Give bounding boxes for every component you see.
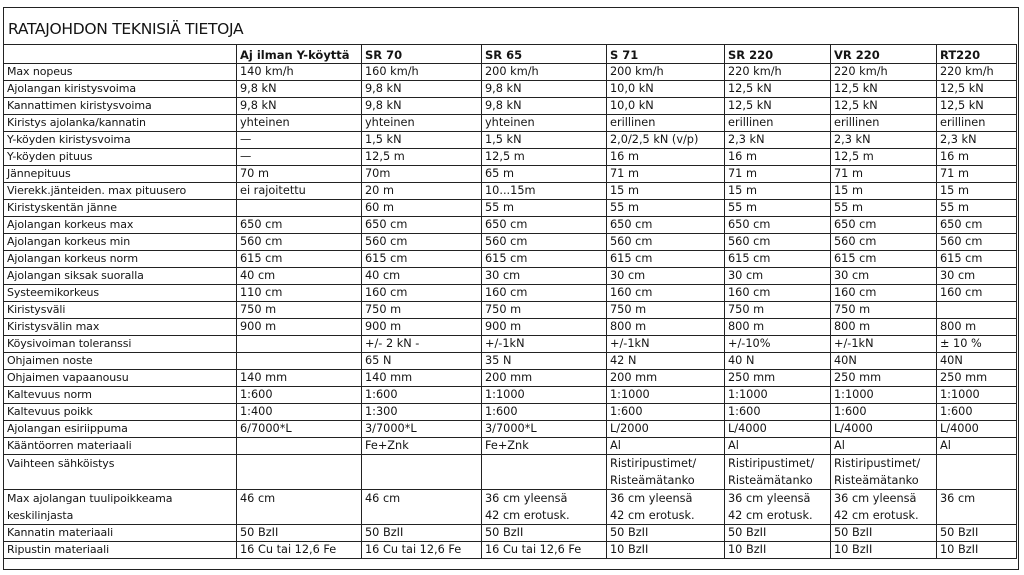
row-label: Kannatin materiaali [4,525,237,542]
table-cell: 30 cm [482,268,607,285]
header-row [4,45,1017,64]
table-cell: 560 cm [237,234,362,251]
table-row [4,285,1017,302]
table-cell: erillinen [831,115,937,132]
table-cell: 50 BzII [607,525,725,542]
table-cell: 160 cm [362,285,482,302]
table-cell: yhteinen [482,115,607,132]
table-cell: 750 m [237,302,362,319]
table-cell: 40 N [725,353,831,370]
table-cell: 615 cm [937,251,1017,268]
table-cell: 70 m [237,166,362,183]
table-cell: 1:600 [362,387,482,404]
table-cell: 10 BzII [725,542,831,559]
table-cell: 750 m [482,302,607,319]
table-cell: 140 km/h [237,64,362,81]
row-label: Kiristysvälin max [4,319,237,336]
row-label [4,490,237,525]
cell-text: Ristiripustimet/ Risteämätanko [834,457,921,487]
row-label: Y-köyden pituus [4,149,237,166]
table-cell: 10,0 kN [607,98,725,115]
table-cell: 10 BzII [937,542,1017,559]
table-cell: 900 m [482,319,607,336]
table-cell: 615 cm [607,251,725,268]
table-cell: 16 Cu tai 12,6 Fe [237,542,362,559]
table-cell: 12,5 m [482,149,607,166]
table-cell: 2,3 kN [725,132,831,149]
table-cell: yhteinen [237,115,362,132]
table-cell: 15 m [607,183,725,200]
table-cell: 650 cm [607,217,725,234]
table-cell [937,490,1017,525]
table-cell: 30 cm [607,268,725,285]
row-label: Kannattimen kiristysvoima [4,98,237,115]
table-cell: 1:600 [607,404,725,421]
table-cell: 1:300 [362,404,482,421]
column-header: SR 70 [362,45,482,64]
table-cell: 1:1000 [607,387,725,404]
table-cell: 160 cm [937,285,1017,302]
table-row [4,302,1017,319]
cell-text: 36 cm yleensä 42 cm erotusk. [485,492,570,522]
column-header: VR 220 [831,45,937,64]
table-cell: 60 m [362,200,482,217]
table-cell: 750 m [607,302,725,319]
row-label: Max nopeus [4,64,237,81]
table-cell [607,490,725,525]
table-cell: Fe+Znk [482,438,607,455]
table-cell: ei rajoitettu [237,183,362,200]
table-row [4,183,1017,200]
table-cell: 160 km/h [362,64,482,81]
table-cell: 160 cm [482,285,607,302]
cell-text: 46 cm [240,492,276,505]
table-row [4,217,1017,234]
table-cell: 12,5 m [831,149,937,166]
table-cell: 12,5 kN [725,81,831,98]
row-label: Kaltevuus poikk [4,404,237,421]
table-cell [237,353,362,370]
table-cell: 2,3 kN [937,132,1017,149]
table-cell: 1,5 kN [482,132,607,149]
table-cell: 71 m [831,166,937,183]
table-cell: 55 m [725,200,831,217]
table-cell: 250 mm [725,370,831,387]
table-cell: 560 cm [362,234,482,251]
table-cell: Al [831,438,937,455]
table-cell: 71 m [607,166,725,183]
table-cell: 12,5 kN [725,98,831,115]
table-cell: 70m [362,166,482,183]
table-cell [482,490,607,525]
row-label: Ripustin materiaali [4,542,237,559]
row-label: Kiristys ajolanka/kannatin [4,115,237,132]
cell-text: Ristiripustimet/ Risteämätanko [728,457,815,487]
table-cell: 42 N [607,353,725,370]
table-row [4,200,1017,217]
table-row [4,370,1017,387]
table-cell: 12,5 kN [831,81,937,98]
table-cell: 1:1000 [725,387,831,404]
table-cell: 9,8 kN [482,98,607,115]
table-cell: 900 m [237,319,362,336]
table-cell: 71 m [725,166,831,183]
table-cell: erillinen [607,115,725,132]
table-cell: 615 cm [831,251,937,268]
table-row [4,387,1017,404]
table-cell: 650 cm [362,217,482,234]
table-cell [831,490,937,525]
cell-text: 46 cm [365,492,401,505]
table-cell: 9,8 kN [237,81,362,98]
table-cell: 20 m [362,183,482,200]
table-cell: 200 mm [482,370,607,387]
table-cell: 16 m [607,149,725,166]
table-cell: 12,5 kN [937,81,1017,98]
table-cell: 16 Cu tai 12,6 Fe [362,542,482,559]
row-label: Kääntöorren materiaali [4,438,237,455]
table-cell: 750 m [831,302,937,319]
table-cell: 16 m [725,149,831,166]
table-cell: 650 cm [482,217,607,234]
table-cell: 1:400 [237,404,362,421]
table-cell: 615 cm [237,251,362,268]
cell-text: 36 cm yleensä 42 cm erotusk. [728,492,813,522]
table-cell: 3/7000*L [362,421,482,438]
row-label: Ohjaimen noste [4,353,237,370]
technical-data-table [3,44,1017,559]
row-label: Köysivoiman toleranssi [4,336,237,353]
table-cell: 10...15m [482,183,607,200]
table-row [4,115,1017,132]
table-cell: 50 BzII [725,525,831,542]
table-row [4,404,1017,421]
table-cell: 800 m [937,319,1017,336]
table-cell: 220 km/h [831,64,937,81]
table-cell: 1:600 [482,404,607,421]
document-title: RATAJOHDON TEKNISIÄ TIETOJA [8,20,244,38]
table-row [4,455,1017,490]
table-cell [237,336,362,353]
table-cell: 40 cm [362,268,482,285]
table-cell: +/-1kN [607,336,725,353]
table-row [4,98,1017,115]
table-cell: 15 m [937,183,1017,200]
row-label: Kaltevuus norm [4,387,237,404]
table-row [4,234,1017,251]
row-label: Ajolangan korkeus min [4,234,237,251]
table-cell: 12,5 kN [831,98,937,115]
table-cell [937,302,1017,319]
table-cell: 650 cm [937,217,1017,234]
table-cell: 250 mm [937,370,1017,387]
table-cell: 1:1000 [831,387,937,404]
column-header: SR 220 [725,45,831,64]
table-cell [237,438,362,455]
table-cell: 140 mm [362,370,482,387]
table-cell [937,455,1017,490]
table-cell: +/-1kN [482,336,607,353]
table-cell: 65 N [362,353,482,370]
table-row [4,132,1017,149]
table-row [4,542,1017,559]
row-label: Ajolangan siksak suoralla [4,268,237,285]
table-cell: 1:600 [831,404,937,421]
table-row [4,353,1017,370]
table-cell: 12,5 kN [937,98,1017,115]
table-cell: 140 mm [237,370,362,387]
table-cell: ± 10 % [937,336,1017,353]
table-cell: 1:1000 [482,387,607,404]
table-cell: 1:600 [725,404,831,421]
table-cell: 12,5 m [362,149,482,166]
table-cell: 40N [937,353,1017,370]
table-cell: 750 m [362,302,482,319]
table-row [4,525,1017,542]
table-cell: 50 BzII [831,525,937,542]
table-cell: 615 cm [725,251,831,268]
table-cell: 65 m [482,166,607,183]
table-row [4,319,1017,336]
table-cell: 650 cm [725,217,831,234]
table-cell: 200 mm [607,370,725,387]
table-cell: 6/7000*L [237,421,362,438]
table-cell: 15 m [725,183,831,200]
table-cell: 650 cm [237,217,362,234]
table-cell [725,455,831,490]
table-cell: 250 mm [831,370,937,387]
row-label: Kiristysväli [4,302,237,319]
table-row [4,268,1017,285]
table-cell: 55 m [607,200,725,217]
header-cell-blank [4,45,237,64]
table-cell: 750 m [725,302,831,319]
table-cell: 9,8 kN [362,81,482,98]
table-cell: 30 cm [831,268,937,285]
row-label: Kiristyskentän jänne [4,200,237,217]
table-cell: 160 cm [725,285,831,302]
table-cell: 200 km/h [607,64,725,81]
table-cell: +/- 2 kN - [362,336,482,353]
table-cell: 800 m [607,319,725,336]
row-label: Y-köyden kiristysvoima [4,132,237,149]
table-cell: 1:600 [937,404,1017,421]
table-cell: Fe+Znk [362,438,482,455]
row-label: Ajolangan korkeus norm [4,251,237,268]
row-label [4,455,237,490]
table-row [4,490,1017,525]
table-cell: — [237,149,362,166]
table-cell: 615 cm [482,251,607,268]
cell-text: Ristiripustimet/ Risteämätanko [610,457,697,487]
table-cell [237,490,362,525]
table-row [4,438,1017,455]
table-cell: L/4000 [831,421,937,438]
table-cell: yhteinen [362,115,482,132]
table-cell: 615 cm [362,251,482,268]
table-cell: 560 cm [831,234,937,251]
table-cell [831,455,937,490]
table-cell [237,455,362,490]
table-cell: 900 m [362,319,482,336]
cell-text: 36 cm yleensä 42 cm erotusk. [610,492,695,522]
table-cell: 3/7000*L [482,421,607,438]
table-cell: 50 BzII [482,525,607,542]
table-cell: Al [937,438,1017,455]
table-cell: 40N [831,353,937,370]
table-cell [482,455,607,490]
row-label: Ajolangan esiriippuma [4,421,237,438]
table-row [4,81,1017,98]
table-cell: 50 BzII [237,525,362,542]
table-cell: 560 cm [937,234,1017,251]
table-cell: 30 cm [725,268,831,285]
row-label: Ajolangan korkeus max [4,217,237,234]
table-cell: 50 BzII [937,525,1017,542]
table-cell: 9,8 kN [482,81,607,98]
table-cell: 10,0 kN [607,81,725,98]
table-cell: 16 m [937,149,1017,166]
table-cell: 800 m [831,319,937,336]
row-label: Jännepituus [4,166,237,183]
table-cell: 50 BzII [362,525,482,542]
table-row [4,166,1017,183]
table-cell: L/2000 [607,421,725,438]
table-cell: 1:1000 [937,387,1017,404]
table-cell: L/4000 [937,421,1017,438]
table-cell: 35 N [482,353,607,370]
table-cell: +/-1kN [831,336,937,353]
table-cell: Al [607,438,725,455]
table-cell: +/-10% [725,336,831,353]
row-label: Ohjaimen vapaanousu [4,370,237,387]
table-cell: 650 cm [831,217,937,234]
table-row [4,336,1017,353]
table-cell: 40 cm [237,268,362,285]
table-cell: 15 m [831,183,937,200]
table-cell: 1,5 kN [362,132,482,149]
table-cell: erillinen [937,115,1017,132]
table-row [4,64,1017,81]
table-row [4,251,1017,268]
table-cell: 800 m [725,319,831,336]
column-header: RT220 [937,45,1017,64]
table-cell: 30 cm [937,268,1017,285]
table-cell: 110 cm [237,285,362,302]
column-header: Aj ilman Y-köyttä [237,45,362,64]
table-cell: 10 BzII [607,542,725,559]
table-cell: 2,0/2,5 kN (v/p) [607,132,725,149]
table-cell [362,490,482,525]
table-cell: 220 km/h [937,64,1017,81]
table-cell: 55 m [482,200,607,217]
table-cell: 200 km/h [482,64,607,81]
column-header: SR 65 [482,45,607,64]
table-cell [362,455,482,490]
table-cell: 160 cm [831,285,937,302]
table-cell: 71 m [937,166,1017,183]
table-cell: 560 cm [607,234,725,251]
table-cell: 560 cm [482,234,607,251]
cell-text: Vaihteen sähköistys [7,457,115,470]
table-row [4,421,1017,438]
row-label: Systeemikorkeus [4,285,237,302]
table-cell: 2,3 kN [831,132,937,149]
table-row [4,149,1017,166]
table-cell: 16 Cu tai 12,6 Fe [482,542,607,559]
table-cell: — [237,132,362,149]
row-label: Vierekk.jänteiden. max pituusero [4,183,237,200]
table-cell: 55 m [831,200,937,217]
table-cell: 560 cm [725,234,831,251]
cell-text: 36 cm yleensä 42 cm erotusk. [834,492,919,522]
table-cell [237,200,362,217]
cell-text: 36 cm [940,492,976,505]
table-cell: 9,8 kN [362,98,482,115]
table-cell: 160 cm [607,285,725,302]
table-cell [725,490,831,525]
table-cell: Al [725,438,831,455]
table-cell [607,455,725,490]
table-cell: 1:600 [237,387,362,404]
table-cell: 55 m [937,200,1017,217]
table-cell: 10 BzII [831,542,937,559]
column-header: S 71 [607,45,725,64]
table-cell: L/4000 [725,421,831,438]
row-label: Ajolangan kiristysvoima [4,81,237,98]
cell-text: Max ajolangan tuulipoikkeama keskilinjasta [7,492,173,522]
table-cell: 220 km/h [725,64,831,81]
table-cell: 9,8 kN [237,98,362,115]
table-cell: erillinen [725,115,831,132]
